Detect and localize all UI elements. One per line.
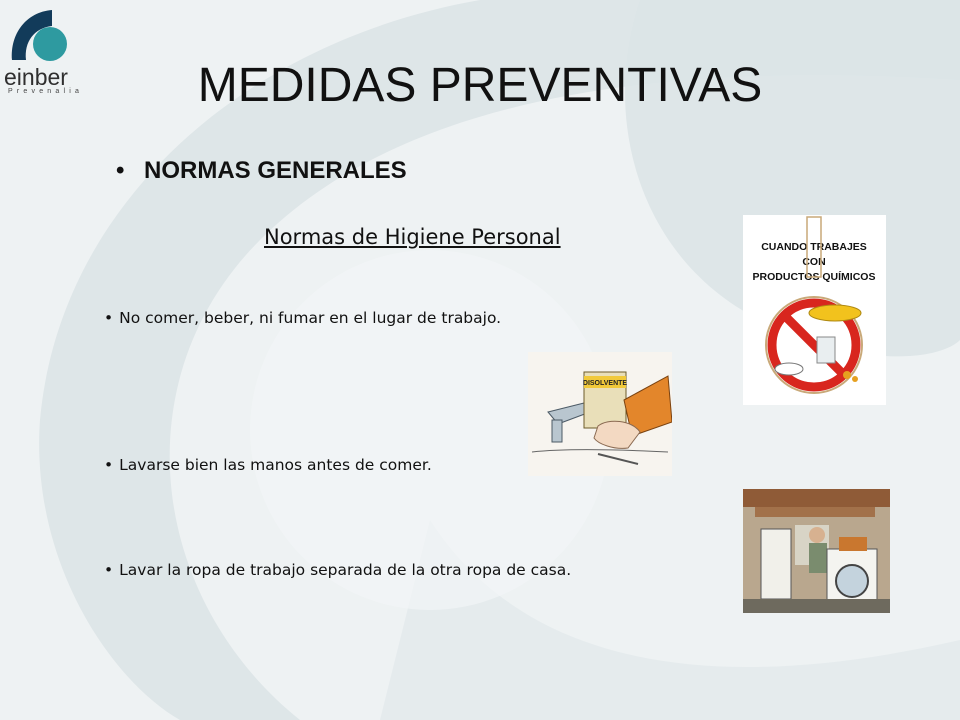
section-heading	[116, 157, 407, 185]
rule-item	[104, 456, 432, 474]
bottle-label: DISOLVENTE	[582, 380, 628, 387]
rule-bullet: •	[104, 309, 114, 327]
rule-text: No comer, beber, ni fumar en el lugar de trabajo.	[119, 309, 502, 327]
chemicals-sign-image	[743, 215, 886, 405]
sign-line: CUANDO TRABAJES	[761, 241, 867, 253]
section-label: NORMAS GENERALES	[144, 157, 407, 184]
hand-washing-icon	[528, 352, 672, 476]
logo-tagline: Prevenalia	[8, 88, 84, 95]
laundry-room-icon	[743, 489, 890, 613]
logo-name: einber	[4, 64, 68, 90]
rule-item	[104, 309, 501, 327]
prohibition-sign-icon	[743, 215, 886, 405]
rule-text: Lavar la ropa de trabajo separada de la otra ropa de casa.	[119, 561, 572, 579]
hand-washing-image	[528, 352, 672, 476]
sign-line: CON	[802, 256, 826, 268]
rule-text: Lavarse bien las manos antes de comer.	[119, 456, 432, 474]
sign-line: PRODUCTOS QUÍMICOS	[752, 271, 876, 283]
rule-bullet: •	[104, 456, 114, 474]
page-title: MEDIDAS PREVENTIVAS	[197, 59, 763, 112]
laundry-image	[743, 489, 890, 613]
rule-item	[104, 561, 571, 579]
subheading: Normas de Higiene Personal	[264, 225, 561, 249]
section-bullet: •	[116, 157, 125, 184]
rule-bullet: •	[104, 561, 114, 579]
